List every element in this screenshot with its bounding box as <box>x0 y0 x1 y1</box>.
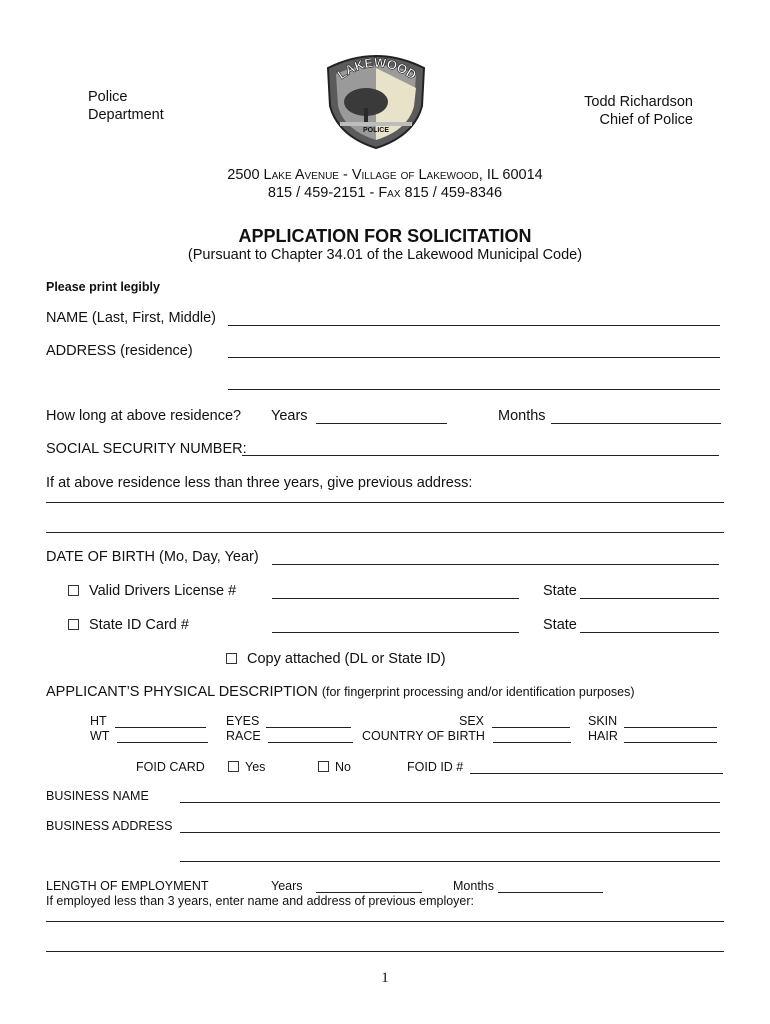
prev-employer-field-1[interactable] <box>46 921 724 922</box>
how-long-label: How long at above residence? <box>46 408 242 424</box>
residence-years-field[interactable] <box>316 423 447 424</box>
svg-text:LAKEWOOD: LAKEWOOD <box>334 54 420 83</box>
state-id-number-field[interactable] <box>272 632 519 633</box>
employment-months-label: Months <box>453 879 494 893</box>
foid-id-label: FOID ID # <box>407 760 464 774</box>
ssn-label: SOCIAL SECURITY NUMBER: <box>46 441 247 457</box>
dl-row: Valid Drivers License # <box>68 583 236 599</box>
length-employment-label: LENGTH OF EMPLOYMENT <box>46 879 209 893</box>
skin-field[interactable] <box>624 727 717 728</box>
dob-field[interactable] <box>272 564 719 565</box>
business-name-label: BUSINESS NAME <box>46 789 149 803</box>
form-title: APPLICATION FOR SOLICITATION <box>238 226 532 246</box>
employment-years-field[interactable] <box>316 892 422 893</box>
months-label: Months <box>498 408 546 424</box>
ht-field[interactable] <box>115 727 206 728</box>
physical-description-heading: APPLICANT’S PHYSICAL DESCRIPTION (for fingerprint processing and/or identification purposes) <box>46 684 635 700</box>
residence-months-field[interactable] <box>551 423 721 424</box>
state-id-state-label: State <box>543 617 577 633</box>
address-field-1[interactable] <box>228 357 720 358</box>
dl-state-field[interactable] <box>580 598 719 599</box>
name-label: NAME (Last, First, Middle) <box>46 310 216 326</box>
department-label: Police Department <box>88 89 164 123</box>
print-instruction: Please print legibly <box>46 280 160 294</box>
foid-no-row: No <box>318 760 351 774</box>
sex-label: SEX <box>459 714 485 728</box>
copy-attached-checkbox[interactable] <box>226 653 237 664</box>
employment-months-field[interactable] <box>498 892 603 893</box>
chief-label: Todd Richardson Chief of Police <box>584 94 693 128</box>
country-field[interactable] <box>493 742 571 743</box>
wt-label: WT <box>90 729 110 743</box>
state-id-row: State ID Card # <box>68 617 189 633</box>
foid-card-label: FOID CARD <box>136 760 205 774</box>
department-phone: 815 / 459-2151 - Fax 815 / 459-8346 <box>267 185 503 201</box>
prev-address-field-2[interactable] <box>46 532 724 533</box>
police-badge-icon <box>322 48 430 150</box>
foid-yes-row: Yes <box>228 760 265 774</box>
eyes-label: EYES <box>226 714 260 728</box>
form-subtitle: (Pursuant to Chapter 34.01 of the Lakewood Municipal Code) <box>187 247 583 263</box>
prev-address-field-1[interactable] <box>46 502 724 503</box>
foid-id-field[interactable] <box>470 773 723 774</box>
foid-yes-checkbox[interactable] <box>228 761 239 772</box>
race-field[interactable] <box>268 742 353 743</box>
dob-label: DATE OF BIRTH (Mo, Day, Year) <box>46 549 259 565</box>
prev-employer-field-2[interactable] <box>46 951 724 952</box>
business-address-field-2[interactable] <box>180 861 720 862</box>
dl-number-field[interactable] <box>272 598 519 599</box>
dl-checkbox[interactable] <box>68 585 79 596</box>
race-label: RACE <box>226 729 261 743</box>
wt-field[interactable] <box>117 742 208 743</box>
prev-address-label: If at above residence less than three years, give previous address: <box>46 475 473 491</box>
department-address: 2500 Lake Avenue - Village of Lakewood, IL 60014 <box>227 167 543 183</box>
address-label: ADDRESS (residence) <box>46 343 193 359</box>
state-id-checkbox[interactable] <box>68 619 79 630</box>
eyes-field[interactable] <box>266 727 351 728</box>
business-name-field[interactable] <box>180 802 720 803</box>
address-field-2[interactable] <box>228 389 720 390</box>
page-number: 1 <box>381 970 389 986</box>
state-id-state-field[interactable] <box>580 632 719 633</box>
ht-label: HT <box>90 714 107 728</box>
foid-no-checkbox[interactable] <box>318 761 329 772</box>
employment-years-label: Years <box>271 879 303 893</box>
business-address-label: BUSINESS ADDRESS <box>46 819 173 833</box>
prev-employer-label: If employed less than 3 years, enter name and address of previous employer: <box>46 894 475 908</box>
copy-attached-row: Copy attached (DL or State ID) <box>226 651 446 667</box>
skin-label: SKIN <box>588 714 618 728</box>
hair-field[interactable] <box>624 742 717 743</box>
name-field[interactable] <box>228 325 720 326</box>
dl-state-label: State <box>543 583 577 599</box>
sex-field[interactable] <box>492 727 570 728</box>
svg-text:POLICE: POLICE <box>362 127 390 134</box>
country-label: COUNTRY OF BIRTH <box>362 729 485 743</box>
years-label: Years <box>271 408 308 424</box>
business-address-field-1[interactable] <box>180 832 720 833</box>
hair-label: HAIR <box>588 729 618 743</box>
ssn-field[interactable] <box>242 455 719 456</box>
